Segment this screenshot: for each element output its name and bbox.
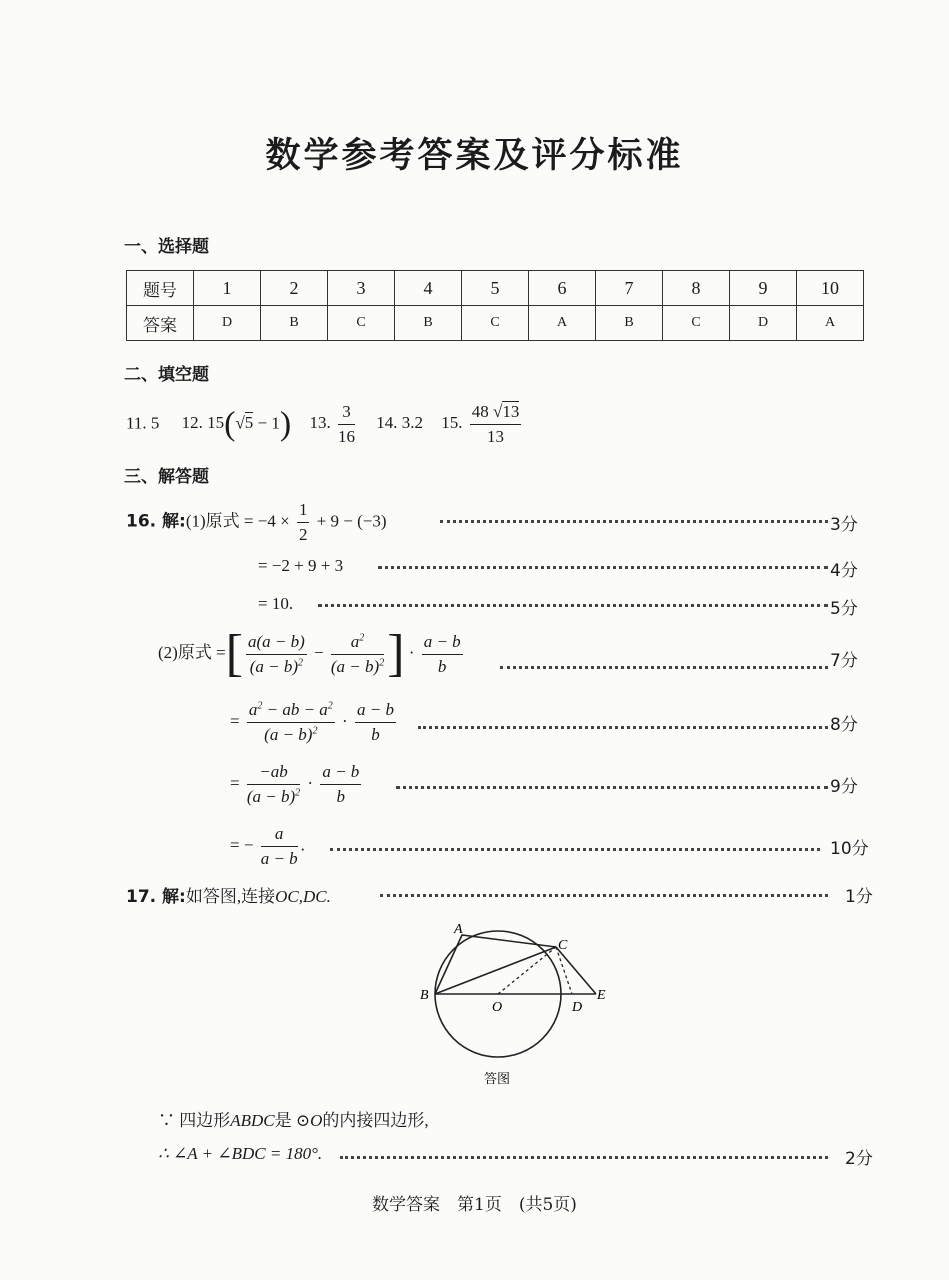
fraction-denominator: a − b [260,849,298,868]
expr-fraction [247,762,300,807]
leader-dots [396,786,828,789]
figure-caption: 答图 [484,1072,511,1087]
answer-cell: B [395,306,462,341]
fraction-denominator: 2 [298,525,308,544]
expr-fraction [331,632,384,677]
stmt-prefix: ∵ 四边形 [158,1111,231,1130]
answer-cell: B [261,306,328,341]
leader-dots [318,604,828,607]
answer-13-fraction [338,402,355,447]
fill-answers-line [126,402,524,447]
circle-name: O [310,1111,323,1130]
question-number: 2 [261,271,328,306]
q16-label: 16. 解: [126,511,186,532]
question-number: 6 [529,271,596,306]
question-number: 4 [395,271,462,306]
fraction-numerator: $a^2$ [331,632,384,655]
stmt-suffix: 的内接四边形, [322,1111,429,1130]
expr-fraction [261,824,298,869]
leader-dots [340,1156,828,1159]
stmt-mid: 是 ⊙ [274,1111,311,1130]
answer-12-rest: − 1 [253,413,280,433]
q17-line1 [126,882,331,907]
answer-cell: C [663,306,730,341]
point-label-c: C [558,938,568,953]
fraction-numerator: −ab [247,762,300,785]
answer-cell: D [194,306,261,341]
q16-fraction-half [297,500,310,545]
fraction-numerator: a − b [422,632,463,655]
question-number: 1 [194,271,261,306]
expr-fraction [320,762,361,807]
point-label-b: B [420,988,429,1003]
q17-label: 17. 解: [126,887,186,907]
paren-close: ) [279,405,292,443]
q17-text: 如答图,连接 [185,887,276,906]
fraction-denominator: $(a - b)^2$ [330,656,385,676]
page-title: 数学参考答案及评分标准 [265,136,684,176]
geometry-figure [410,915,620,1090]
fraction-denominator: 16 [337,427,355,446]
q16-part2-line3: = $\frac{-ab}{(a - b)^2}$ · $\frac{a - b}{b}$ [230,762,360,806]
question-number: 8 [663,271,730,306]
q16-part2-line1: (2)原式 =[ $\frac{a(a - b)}{(a - b)^2}$ − $\frac{a^2}{(a - b)^2}$ ] · $\frac{a - b}{b}$ [158,625,461,682]
fraction-denominator: b [336,787,346,806]
leader-dots [378,566,828,569]
answer-12-radicand: 5 [244,413,254,433]
fraction-numerator: $a^2$ − ab − $a^2$ [247,700,335,723]
q16-line2: = −2 + 9 + 3 [258,556,344,575]
answer-cell: A [529,306,596,341]
fraction-numerator: 3 [338,402,355,425]
fraction-denominator: 13 [487,427,505,446]
expr-fraction [355,700,396,745]
expr-fraction [246,632,307,677]
segment-cd-dashed [556,947,572,994]
score-label: 1分 [845,887,873,907]
table-row-answers [127,306,864,341]
score-label: 5分 [830,599,858,619]
choice-answer-table [126,270,864,341]
answer-cell: C [462,306,529,341]
leader-dots [330,848,820,851]
section-fill: 二、填空题 [124,365,209,385]
answer-cell: D [730,306,797,341]
answer-15-fraction [470,402,522,447]
answer-14: 14. 3.2 [376,413,423,433]
score-label: 4分 [830,561,858,581]
fraction-denominator: $(a - b)^2$ [264,725,318,744]
point-label-e: E [597,988,606,1003]
table-row-numbers [127,271,864,306]
fraction-numerator: 48 √13 [470,402,522,425]
quadrilateral-name: ABDC [230,1111,275,1130]
section-choice: 一、选择题 [124,237,209,257]
q17-statement1 [158,1106,429,1131]
leader-dots [418,726,828,729]
q16-line1 [126,500,387,545]
answer-12-prefix: 12. 15 [181,413,225,433]
fraction-numerator: 1 [297,500,310,523]
fraction-numerator: a − b [320,762,361,785]
score-label: 10分 [830,839,869,859]
coefficient: 48 [471,402,489,421]
paren-open: ( [224,405,236,443]
q16-part2-line2: = $\frac{a^2 - ab - a^2}{(a - b)^2}$ · $\frac{a - b}{b}$ [230,700,394,744]
fraction-numerator: a [261,824,298,847]
expr-fraction [422,632,463,677]
leader-dots [500,666,828,669]
bracket-open: [ [225,625,243,682]
sqrt-sign: √ [235,413,245,433]
fraction-denominator: b [371,725,380,744]
fraction-numerator: a − b [355,700,396,723]
segments-ba-ac [435,935,556,994]
answer-cell: A [797,306,864,341]
answer-15-prefix: 15. [441,413,463,433]
answer-13-prefix: 13. [309,413,331,433]
score-label: 7分 [830,651,858,671]
score-label: 3分 [830,515,858,535]
radicand: 13 [502,402,520,421]
segment-ce [556,947,596,994]
fraction-denominator: b [437,656,447,676]
point-label-d: D [572,1000,583,1015]
fraction-denominator: $(a - b)^2$ [246,787,301,806]
question-number: 9 [730,271,797,306]
score-label: 2分 [845,1149,873,1169]
answer-cell: B [596,306,663,341]
q16-part1-suffix: + 9 − (−3) [316,511,387,531]
question-number: 5 [462,271,529,306]
answer-cell: C [328,306,395,341]
score-label: 8分 [830,715,858,735]
table-row-header: 题号 [127,271,194,306]
leader-dots [380,894,828,897]
leader-dots [440,520,828,523]
answer-11: 11. 5 [126,413,160,433]
section-solve: 三、解答题 [124,467,209,487]
fraction-denominator: $(a - b)^2$ [249,656,304,676]
score-label: 9分 [830,777,858,797]
q16-part2-line4: = − $\frac{a}{a - b}$ . [230,824,305,868]
page-footer: 数学答案 第1页 (共5页) [372,1195,577,1215]
q16-line3: = 10. [258,594,294,613]
point-label-o: O [492,1000,503,1015]
bracket-close: ] [387,625,405,682]
q17-segments: OC,DC. [275,887,331,906]
fraction-numerator: a(a − b) [246,632,307,655]
q16-part2-prefix: (2)原式 = [158,642,226,662]
point-label-a: A [454,922,463,937]
q17-statement2: ∴ ∠A + ∠BDC = 180°. [158,1144,323,1163]
question-number: 3 [328,271,395,306]
table-row-header: 答案 [127,306,194,341]
q16-part1-prefix: (1)原式 = −4 × [185,511,290,531]
question-number: 10 [797,271,864,306]
expr-fraction [247,700,335,745]
question-number: 7 [596,271,663,306]
